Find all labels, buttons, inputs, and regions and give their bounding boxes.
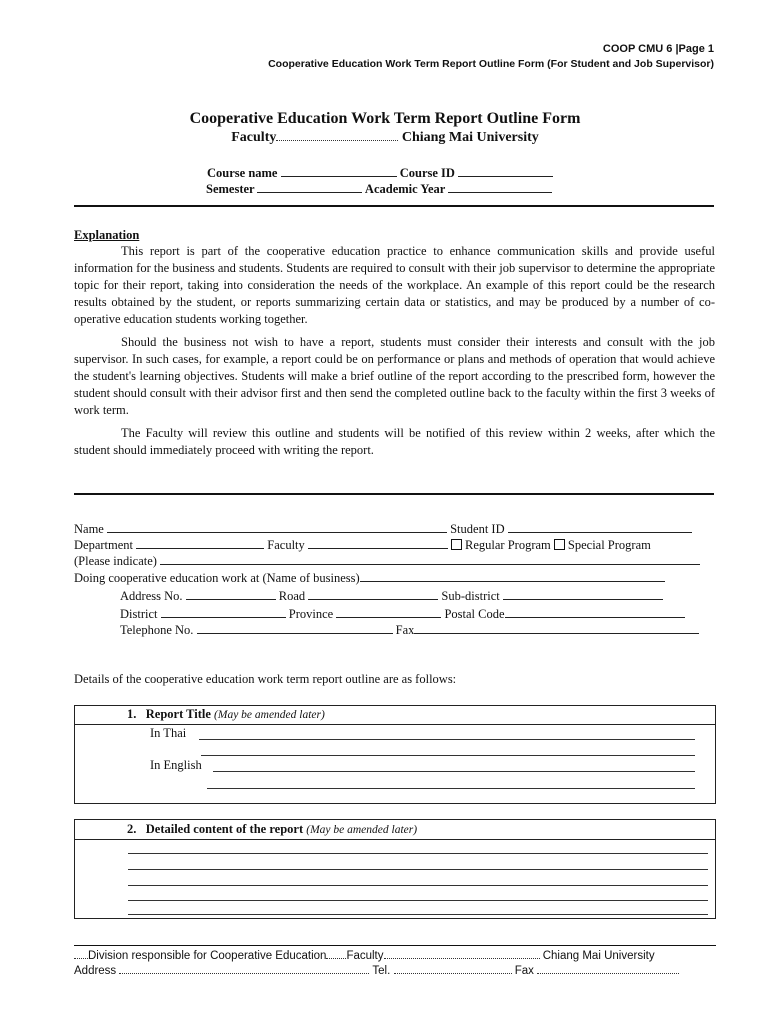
footer-division-field[interactable] [326, 950, 346, 959]
section-1-note: (May be amended later) [214, 709, 325, 721]
postal-code-label: Postal Code [444, 607, 505, 621]
address-no-label: Address No. [120, 589, 183, 603]
footer-faculty: Faculty [346, 950, 384, 962]
report-title-box [74, 705, 716, 804]
section-2-number: 2. [127, 822, 137, 836]
district-label: District [120, 607, 158, 621]
subdistrict-field[interactable] [503, 588, 663, 600]
section-1-title: Report Title [145, 707, 211, 721]
business-label: Doing cooperative education work at (Name of business) [74, 571, 360, 585]
please-indicate-label: (Please indicate) [74, 554, 157, 568]
explanation-paragraph-1: This report is part of the cooperative education practice to enhance communication skills and provide useful information for the business and students. Students are required to consult with their job supervisor to determine the appropriate topic for their report, taking into consideration the needs of the workplace. An example of this report could be the research results obtained by the student, or reports summarizing certain data or statistics, and may be produced by a number of co-operative education students working together. [74, 244, 715, 326]
student-id-field[interactable] [508, 521, 692, 533]
telephone-field[interactable] [197, 622, 393, 634]
in-thai-line-1[interactable] [199, 739, 695, 740]
department-field[interactable] [136, 537, 264, 549]
course-id-label: Course ID [399, 166, 455, 180]
semester-field[interactable] [257, 181, 362, 193]
faculty-form-field[interactable] [308, 537, 448, 549]
business-field[interactable] [360, 570, 665, 582]
divider-top [74, 205, 714, 207]
business-row [74, 570, 715, 587]
regular-program-checkbox[interactable] [451, 539, 462, 550]
province-label: Province [288, 607, 334, 621]
divider-middle [74, 493, 714, 495]
semester-row [206, 181, 552, 197]
regular-program-label: Regular Program [465, 538, 551, 552]
course-name-row [207, 165, 553, 181]
department-label: Department [74, 538, 134, 552]
detailed-content-heading [127, 822, 417, 837]
please-indicate-field[interactable] [160, 553, 700, 565]
district-row [120, 606, 715, 623]
university-name: Chiang Mai University [401, 130, 539, 145]
semester-label: Semester [206, 182, 255, 196]
special-program-label: Special Program [567, 538, 651, 552]
academic-year-label: Academic Year [364, 182, 446, 196]
section-1-number: 1. [127, 707, 137, 721]
footer-fax-field[interactable] [537, 965, 679, 974]
road-label: Road [278, 589, 306, 603]
header-subtitle: Cooperative Education Work Term Report Outline Form (For Student and Job Supervisor) [268, 58, 714, 70]
footer-divider [74, 945, 716, 946]
name-field[interactable] [107, 521, 447, 533]
faculty-line [0, 130, 770, 146]
faculty-form-label: Faculty [267, 538, 305, 552]
page-id: COOP CMU 6 |Page 1 [602, 43, 714, 55]
telephone-label: Telephone No. [120, 623, 194, 637]
content-line-2[interactable] [128, 869, 708, 870]
name-label: Name [74, 522, 104, 536]
special-program-checkbox[interactable] [554, 539, 565, 550]
province-field[interactable] [336, 606, 441, 618]
name-row [74, 521, 715, 538]
detailed-content-box [74, 819, 716, 919]
footer-division-prefix[interactable] [74, 950, 88, 959]
detailed-content-header [75, 820, 715, 840]
explanation-paragraph-3: The Faculty will review this outline and students will be notified of this review within 2 weeks, after which the student should immediately proceed with writing the report. [74, 426, 715, 457]
content-line-3[interactable] [128, 885, 708, 886]
footer-address-field[interactable] [119, 965, 369, 974]
report-title-header [75, 706, 715, 725]
footer-university: Chiang Mai University [542, 950, 655, 962]
footer-faculty-field[interactable] [384, 950, 540, 959]
content-line-5[interactable] [128, 914, 708, 915]
page-title: Cooperative Education Work Term Report Outline Form [189, 110, 581, 127]
footer-tel-field[interactable] [394, 965, 512, 974]
explanation-body [74, 243, 715, 459]
in-english-line-2[interactable] [207, 788, 695, 789]
course-name-label: Course name [207, 166, 278, 180]
please-indicate-row [74, 553, 715, 570]
fax-label: Fax [395, 623, 415, 637]
in-thai-line-2[interactable] [201, 755, 695, 756]
academic-year-field[interactable] [448, 181, 552, 193]
faculty-label: Faculty [231, 130, 277, 145]
in-english-line-1[interactable] [213, 771, 695, 772]
in-english-label: In English [150, 758, 202, 772]
department-row [74, 537, 715, 554]
explanation-heading: Explanation [74, 228, 140, 242]
details-intro: Details of the cooperative education work term report outline are as follows: [74, 672, 457, 686]
student-id-label: Student ID [450, 522, 505, 536]
postal-code-field[interactable] [505, 606, 685, 618]
fax-field[interactable] [414, 622, 699, 634]
in-thai-label: In Thai [150, 726, 187, 740]
report-title-heading [127, 707, 325, 722]
address-row [120, 588, 715, 605]
faculty-field[interactable] [276, 132, 398, 141]
section-2-title: Detailed content of the report [145, 822, 304, 836]
content-line-4[interactable] [128, 900, 708, 901]
telephone-row [120, 622, 715, 639]
footer-division: Division responsible for Cooperative Education [88, 950, 327, 962]
course-name-field[interactable] [281, 165, 397, 177]
footer-tel: Tel. [372, 965, 391, 977]
content-line-1[interactable] [128, 853, 708, 854]
address-no-field[interactable] [186, 588, 276, 600]
subdistrict-label: Sub-district [441, 589, 500, 603]
district-field[interactable] [161, 606, 286, 618]
footer-line-1 [74, 950, 716, 962]
footer-address: Address [74, 965, 117, 977]
road-field[interactable] [308, 588, 438, 600]
section-2-note: (May be amended later) [306, 824, 418, 836]
explanation-paragraph-2: Should the business not wish to have a report, students must consider their interests and consult with the job supervisor. In such cases, for example, a report could be on performance or plans and methods of operation that would achieve the student's learning objectives. Students will make a brief outline of the report according to the prescribed form, however the student should consult with their advisor first and then send the completed outline back to the faculty within the first 3 weeks of work term. [74, 335, 715, 417]
footer-fax: Fax [514, 965, 534, 977]
course-id-field[interactable] [458, 165, 553, 177]
footer-line-2 [74, 965, 716, 977]
